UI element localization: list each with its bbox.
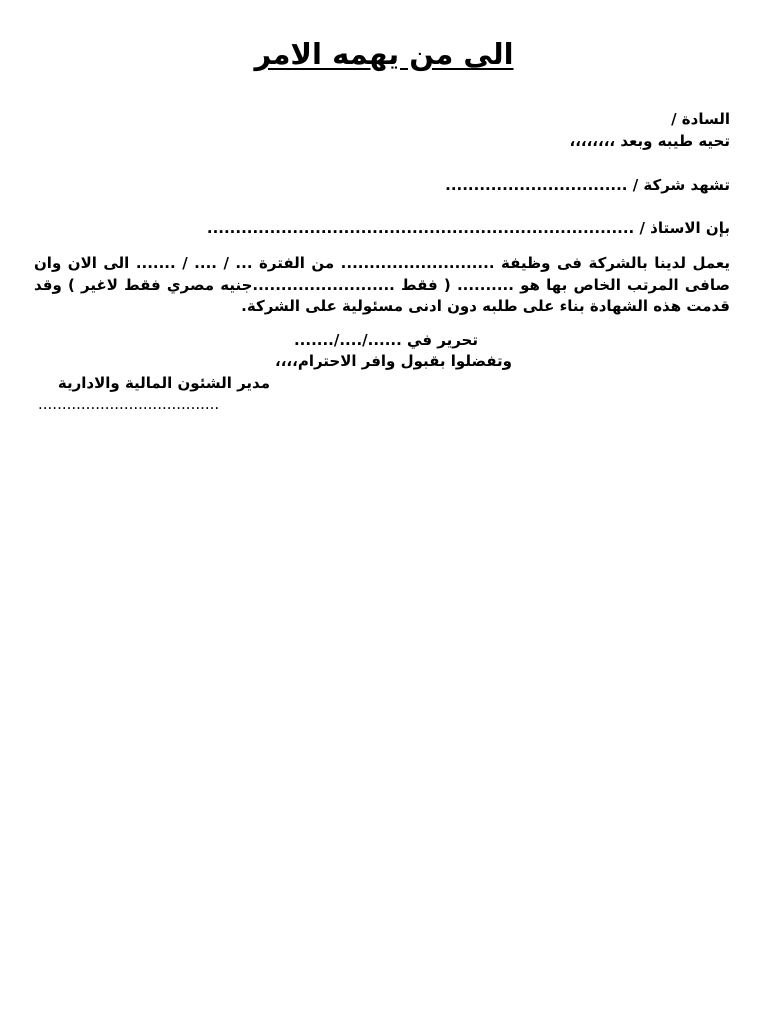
company-certifies-line: تشهد شركة / ................................ (445, 176, 730, 194)
signature-line: ...................................... (38, 395, 220, 413)
greeting-line: تحيه طيبه وبعد ،،،،،،،، (569, 132, 730, 150)
salutation-line: السادة / (671, 110, 730, 128)
document-title: الى من يهمه الامر (254, 37, 514, 71)
employee-name-line: بإن الاستاذ / ........................................................................... (206, 219, 730, 237)
closing-line: وتفضلوا بقبول وافر الاحترام،،،، (275, 352, 512, 370)
signatory-title: مدير الشئون المالية والادارية (57, 374, 270, 392)
body-paragraph: يعمل لدينا بالشركة فى وظيفة ........................... من الفترة ... / .... / ....... الى الان وان صافى المرتب الخاص بها هو .......... ( فقط .........................جنيه مصري فقط لاغير ) وقد قدمت هذه الشهادة بناء على طلبه دون ادنى مسئولية على الشركة. (34, 254, 730, 315)
written-on-date: تحرير في ....../..../....... (293, 331, 478, 349)
